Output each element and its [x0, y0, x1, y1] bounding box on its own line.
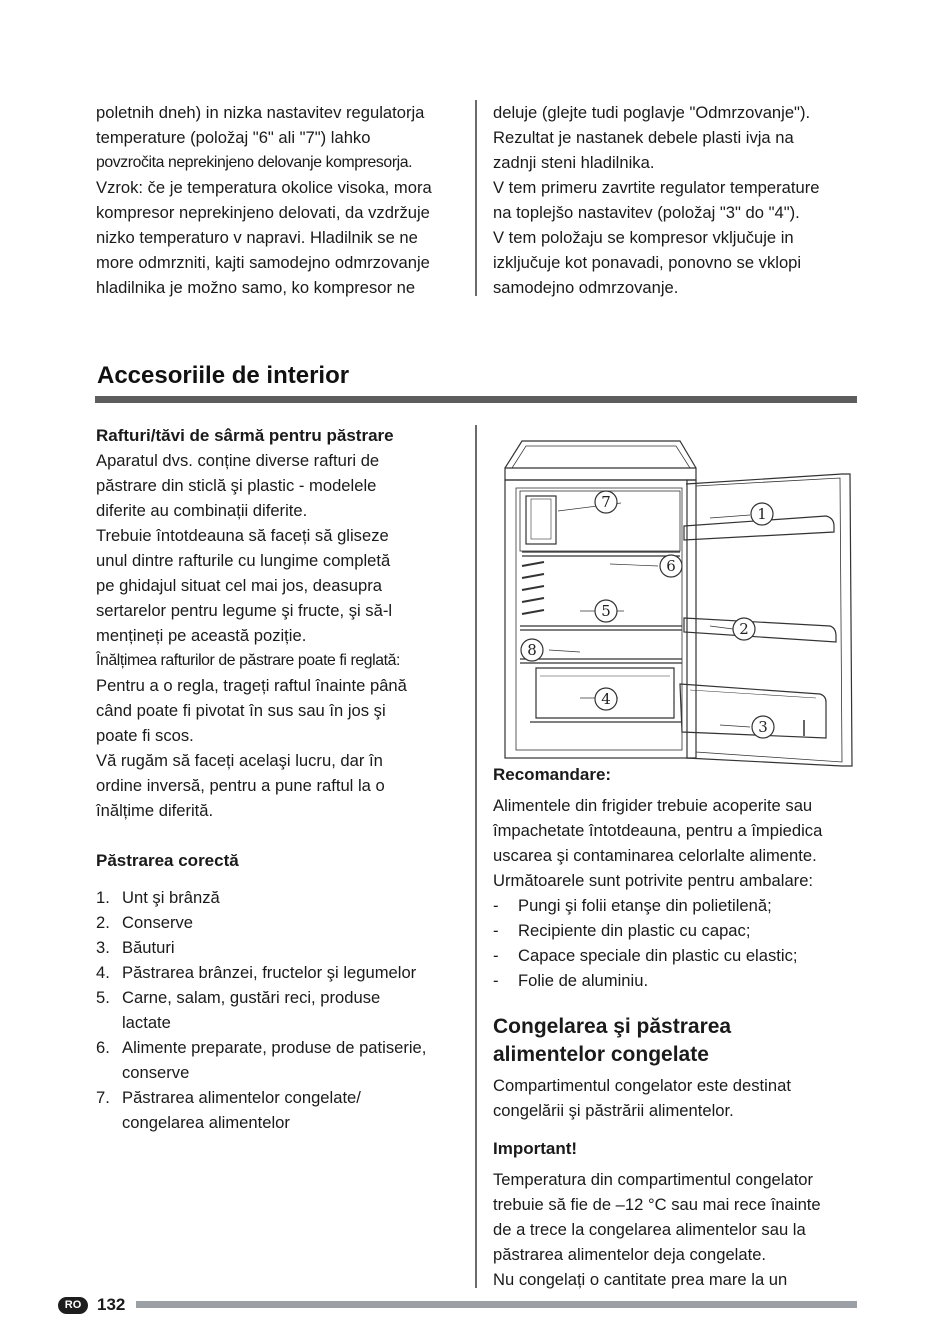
- list-item: - Recipiente din plastic cu capac;: [493, 921, 751, 940]
- text-line: Temperatura din compartimentul congelator: [493, 1170, 814, 1189]
- text-line: V tem položaju se kompresor vključuje in: [493, 228, 794, 247]
- text-line: Vzrok: če je temperatura okolice visoka, mora: [96, 178, 432, 197]
- text-line: unul dintre rafturile cu lungime completă: [96, 551, 391, 570]
- list-item: 7. Păstrarea alimentelor congelate/ congelarea alimentelor: [96, 1088, 361, 1132]
- recommendation-section: [493, 762, 822, 993]
- text-line: împachetate întotdeauna, pentru a împiedica: [493, 821, 823, 840]
- recommendation-heading: Recomandare:: [493, 765, 612, 784]
- page-number: 132: [97, 1295, 126, 1314]
- diagram-label-7: 7: [601, 493, 611, 511]
- text-line: temperature (položaj "6" ali "7") lahko: [96, 128, 371, 147]
- packaging-list: [493, 893, 822, 993]
- text-line: mențineți pe această poziție.: [96, 626, 307, 645]
- diagram-label-1: 1: [757, 505, 767, 523]
- text-line: hladilnika je možno samo, ko kompresor ne: [96, 278, 416, 297]
- text-line: samodejno odmrzovanje.: [493, 278, 679, 297]
- text-line: congelării şi păstrării alimentelor.: [493, 1101, 734, 1120]
- list-item: 6. Alimente preparate, produse de patiserie, conserve: [96, 1038, 427, 1082]
- text-line: pe ghidajul situat cel mai jos, deasupra: [96, 576, 382, 595]
- list-item: - Pungi şi folii etanşe din polietilenă;: [493, 896, 772, 915]
- text-line: Vă rugăm să faceți acelaşi lucru, dar în: [96, 751, 383, 770]
- text-line: păstrarea alimentelor deja congelate.: [493, 1245, 767, 1264]
- text-line: kompresor neprekinjeno delovati, da vzdržuje: [96, 203, 430, 222]
- storage-list: [96, 885, 426, 1135]
- freezing-section: [493, 1013, 791, 1123]
- top-left-paragraph: [96, 100, 432, 300]
- diagram-label-2: 2: [739, 620, 749, 638]
- text-line: sertarelor pentru legume şi fructe, şi să-l: [96, 601, 393, 620]
- column-divider-bottom: [475, 425, 477, 1288]
- list-item: 3. Băuturi: [96, 938, 175, 957]
- text-line: zadnji steni hladilnika.: [493, 153, 655, 172]
- diagram-label-5: 5: [601, 602, 611, 620]
- list-item: - Folie de aluminiu.: [493, 971, 649, 990]
- text-line: uscarea şi contaminarea celorlalte alimente.: [493, 846, 817, 865]
- text-line: Următoarele sunt potrivite pentru ambalare:: [493, 871, 814, 890]
- text-line: izključuje kot ponavadi, ponovno se vklopi: [493, 253, 802, 272]
- language-badge: RO: [58, 1297, 88, 1314]
- text-line: nizko temperaturo v napravi. Hladilnik se ne: [96, 228, 418, 247]
- footer-bar: [136, 1301, 857, 1308]
- important-section: [493, 1136, 821, 1292]
- text-line: înălțime diferită.: [96, 801, 214, 820]
- text-line: păstrare din sticlă şi plastic - modelele: [96, 476, 377, 495]
- section-rule: [95, 396, 857, 403]
- top-right-paragraph: [493, 100, 819, 300]
- text-line: poate fi scos.: [96, 726, 194, 745]
- diagram-label-6: 6: [666, 557, 676, 575]
- freezing-heading: alimentelor congelate: [493, 1043, 709, 1066]
- shelves-section: [96, 423, 407, 823]
- text-line: când poate fi pivotat în sus sau în jos şi: [96, 701, 386, 720]
- text-line: diferite au combinații diferite.: [96, 501, 308, 520]
- text-line: poletnih dneh) in nizka nastavitev regulatorja: [96, 103, 425, 122]
- text-line: deluje (glejte tudi poglavje "Odmrzovanje").: [493, 103, 811, 122]
- text-line: Rezultat je nastanek debele plasti ivja na: [493, 128, 794, 147]
- section-title: Accesoriile de interior: [97, 362, 350, 389]
- text-line: Aparatul dvs. conține diverse rafturi de: [96, 451, 380, 470]
- text-line: de a trece la congelarea alimentelor sau la: [493, 1220, 806, 1239]
- text-line: ordine inversă, pentru a pune raftul la o: [96, 776, 385, 795]
- diagram-label-4: 4: [601, 690, 611, 708]
- list-item: 1. Unt şi brânză: [96, 888, 220, 907]
- text-line: Înălțimea rafturilor de păstrare poate fi reglată:: [96, 652, 401, 669]
- text-line: na toplejšo nastavitev (položaj "3" do "4").: [493, 203, 800, 222]
- list-item: - Capace speciale din plastic cu elastic;: [493, 946, 798, 965]
- shelves-heading: Rafturi/tăvi de sârmă pentru păstrare: [96, 426, 394, 445]
- text-line: Trebuie întotdeauna să faceți să gliseze: [96, 526, 389, 545]
- important-heading: Important!: [493, 1139, 578, 1158]
- column-divider-top: [475, 100, 477, 296]
- storage-section: [96, 848, 426, 1135]
- text-line: povzročita neprekinjeno delovanje kompresorja.: [96, 154, 413, 171]
- text-line: Compartimentul congelator este destinat: [493, 1076, 791, 1095]
- text-line: Pentru a o regla, trageți raftul înainte până: [96, 676, 407, 695]
- list-item: 4. Păstrarea brânzei, fructelor şi legumelor: [96, 963, 417, 982]
- storage-heading: Păstrarea corectă: [96, 851, 239, 870]
- diagram-label-8: 8: [527, 641, 537, 659]
- list-item: 5. Carne, salam, gustări reci, produse lactate: [96, 988, 381, 1032]
- text-line: Alimentele din frigider trebuie acoperite sau: [493, 796, 813, 815]
- text-line: trebuie să fie de –12 °C sau mai rece înainte: [493, 1195, 821, 1214]
- fridge-diagram: [500, 436, 860, 774]
- text-line: Nu congelați o cantitate prea mare la un: [493, 1270, 788, 1289]
- list-item: 2. Conserve: [96, 913, 194, 932]
- freezing-heading: Congelarea şi păstrarea: [493, 1015, 732, 1038]
- diagram-label-3: 3: [758, 718, 768, 736]
- text-line: more odmrzniti, kajti samodejno odmrzovanje: [96, 253, 430, 272]
- text-line: V tem primeru zavrtite regulator temperature: [493, 178, 820, 197]
